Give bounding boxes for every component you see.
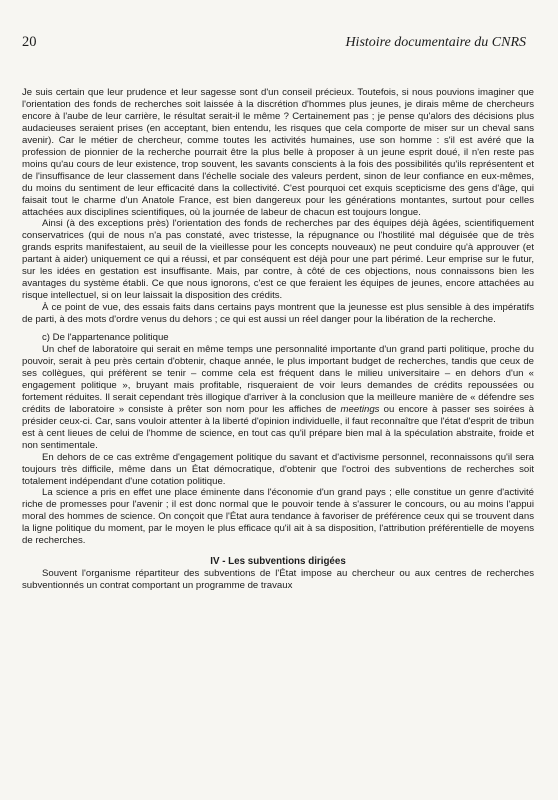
emphasis-text: meetings: [340, 403, 380, 415]
page-header: [22, 34, 526, 51]
paragraph: La science a pris en effet une place éminente dans l'économie d'un grand pays ; elle constitue un genre d'activité riche de promesses pour l'avenir ; il est donc normal que le pouvoir tende à s'assurer le concours, ou au moins l'appui moral des hommes de science. On conçoit que l'État aura tendance à favoriser de préférence ceux qui se trouvent dans la ligne politique du moment, par le moyen le plus efficace qu'il ait à sa disposition, l'attribution préférentielle de moyens de recherches.: [22, 487, 534, 547]
page-number: 20: [22, 34, 37, 50]
paragraph-text: Un chef de laboratoire qui serait en même temps une personnalité importante d'un grand parti politique, proche du pouvoir, serait à peu près certain d'obtenir, chaque année, le plus important budget de recherches, tandis que ceux de ses collègues, qui préfèrent se tenir – comme cela est fréquent dans le milieu universitaire – en dehors d'un « engagement politique », bruyant mais profitable, risqueraient de voir leurs demandes de crédits repoussées ou fortement réduites. Il serait cependant très illogique d'arriver à la conclusion que la meilleure manière de « défendre ses crédits de laboratoire » consiste à prêter son nom pour les affiches de: [22, 344, 534, 415]
paragraph-text: ou encore à passer ses soirées à présider ceux-ci. Car, sans vouloir attenter à la liberté d'opinion individuelle, il faut reconnaître que l'état d'esprit de tribun est à cent lieues de celui de l'homme de science, en tout cas qu'il prépare bien mal à la spéculation abstraite, froide et non sentimentale.: [22, 403, 534, 451]
paragraph: À ce point de vue, des essais faits dans certains pays montrent que la jeunesse est plus sensible à des impératifs de parti, à des mots d'ordre venus du dehors ; ce qui est aussi un réel danger pour la libération de la recherche.: [22, 302, 534, 326]
paragraph: Souvent l'organisme répartiteur des subventions de l'État impose au chercheur ou aux centres de recherches subventionnés un contrat comportant un programme de travaux: [22, 568, 534, 592]
running-title: Histoire documentaire du CNRS: [345, 35, 526, 50]
paragraph: [22, 344, 534, 452]
paragraph: Je suis certain que leur prudence et leur sagesse sont d'un conseil précieux. Toutefois, si nous pouvions imaginer que l'orientation des fonds de recherches soit laissée à la discrétion d'hommes plus jeunes, je dirais même de chercheurs encore à l'aube de leur carrière, le résultat serait-il le même ? Certainement pas ; je pense qu'alors des décisions plus audacieuses seraient prises (en acceptant, bien entendu, les risques que cela comporte de miser sur un cheval sans avenir). Car le métier de chercheur, comme toutes les activités humaines, use son homme : s'il est avéré que la profession de pionnier de la recherche pourrait être la plus belle à proposer à un jeune esprit doué, il n'en reste pas moins qu'au cours de leur existence, trop souvent, les savants conscients à la fois des possibilités qu'ils représentent et de l'insuffisance de leur classement dans l'échelle sociale des valeurs perdent, sinon de leur confiance en eux-mêmes, du moins du sentiment de leur efficacité dans la collectivité. C'est pourquoi cet exquis scepticisme des gens d'âge, qui faisait tout le charme d'un Anatole France, est bien dangereux pour les générations montantes, surtout pour celles attachées aux disciplines scientifiques, où la journée de labeur de chacun est toujours longue.: [22, 87, 534, 218]
paragraph: En dehors de ce cas extrême d'engagement politique du savant et d'activisme personnel, reconnaissons qu'il sera toujours très difficile, même dans un État démocratique, d'obtenir que l'octroi des subventions de recherches soit totalement indépendant d'une cotation politique.: [22, 451, 534, 487]
body-text: [22, 87, 534, 592]
paragraph: Ainsi (à des exceptions près) l'orientation des fonds de recherches par des équipes déjà âgées, scientifiquement conservatrices (qui de nous n'a pas constaté, avec tristesse, la répugnance ou l'hostilité mal déguisée que de très grands esprits manifestaient, au seuil de la vieillesse pour les concepts nouveaux) ne peut conduire qu'à approuver (et partant à aider) uniquement ce qui a réussi, et par conséquent est déjà pour une part périmé. Leur emprise sur le futur, sur les idées en gestation est insuffisante. Mais, par contre, à côté de ces objections, nous connaissons bien les avantages du système établi. Ce que nous ignorons, c'est ce que feraient les équipes de jeunes, encore attachées au risque intellectuel, si on leur laissait la disposition des crédits.: [22, 218, 534, 302]
section-heading: IV - Les subventions dirigées: [210, 556, 346, 568]
subsection-heading: c) De l'appartenance politique: [42, 332, 169, 344]
